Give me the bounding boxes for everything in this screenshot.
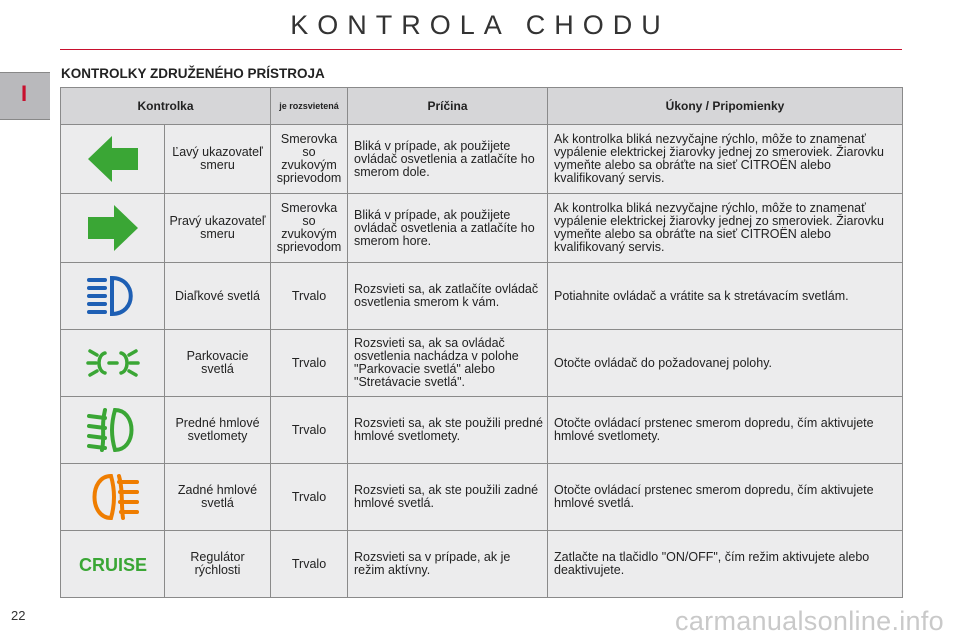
row-cause: Rozsvieti sa, ak ste použili predné hmlové svetlomety.	[348, 397, 548, 464]
chapter-tab-label: I	[20, 81, 28, 106]
table-row	[61, 194, 903, 263]
header-kontrolka: Kontrolka	[61, 88, 271, 125]
table-row	[61, 464, 903, 531]
row-state: Trvalo	[271, 330, 348, 397]
row-cause: Rozsvieti sa, ak ste použili zadné hmlové svetlá.	[348, 464, 548, 531]
row-state: Trvalo	[271, 397, 348, 464]
rear-fog-light-icon	[85, 472, 141, 522]
row-label: Pravý ukazovateľ smeru	[165, 194, 271, 263]
row-state: Trvalo	[271, 531, 348, 598]
table-row	[61, 531, 903, 598]
table-header-row	[61, 88, 903, 125]
parking-lights-icon	[85, 343, 141, 383]
high-beam-icon	[85, 274, 141, 318]
title-divider	[60, 49, 902, 50]
page-number: 22	[11, 608, 26, 623]
row-state: Smerovka so zvukovým sprievodom	[271, 125, 348, 194]
row-action: Potiahnite ovládač a vrátite sa k stretávacím svetlám.	[548, 263, 903, 330]
row-cause: Rozsvieti sa, ak zatlačíte ovládač osvetlenia smerom k vám.	[348, 263, 548, 330]
row-label: Predné hmlové svetlomety	[165, 397, 271, 464]
row-state: Trvalo	[271, 263, 348, 330]
row-state: Trvalo	[271, 464, 348, 531]
cruise-icon-text: CRUISE	[78, 555, 147, 575]
section-title: KONTROLKY ZDRUŽENÉHO PRÍSTROJA	[61, 66, 325, 81]
row-label: Diaľkové svetlá	[165, 263, 271, 330]
row-action: Ak kontrolka bliká nezvyčajne rýchlo, môže to znamenať vypálenie elektrickej žiarovky jednej zo smeroviek. Žiarovku vymeňte alebo sa obráťte na sieť CITROËN alebo kvalifikovaný servis.	[548, 125, 903, 194]
header-cause: Príčina	[348, 88, 548, 125]
chapter-tab	[0, 72, 50, 120]
row-cause: Rozsvieti sa, ak sa ovládač osvetlenia nachádza v polohe "Parkovacie svetlá" alebo "Stretávacie svetlá".	[348, 330, 548, 397]
row-action: Zatlačte na tlačidlo "ON/OFF", čím režim aktivujete alebo deaktivujete.	[548, 531, 903, 598]
page-title: KONTROLA CHODU	[290, 10, 670, 40]
row-action: Otočte ovládací prstenec smerom dopredu, čím aktivujete hmlové svetlomety.	[548, 397, 903, 464]
indicator-table	[60, 87, 903, 598]
table-row	[61, 397, 903, 464]
right-turn-arrow-icon	[86, 203, 140, 253]
row-cause: Bliká v prípade, ak použijete ovládač osvetlenia a zatlačíte ho smerom dole.	[348, 125, 548, 194]
header-state: je rozsvietená	[271, 88, 348, 125]
table-row	[61, 330, 903, 397]
header-action: Úkony / Pripomienky	[548, 88, 903, 125]
row-action: Otočte ovládač do požadovanej polohy.	[548, 330, 903, 397]
front-fog-light-icon	[85, 406, 141, 454]
row-state: Smerovka so zvukovým sprievodom	[271, 194, 348, 263]
row-label: Zadné hmlové svetlá	[165, 464, 271, 531]
row-action: Otočte ovládací prstenec smerom dopredu, čím aktivujete hmlové svetlá.	[548, 464, 903, 531]
left-turn-arrow-icon	[86, 134, 140, 184]
table-row	[61, 263, 903, 330]
table-row	[61, 125, 903, 194]
row-label: Ľavý ukazovateľ smeru	[165, 125, 271, 194]
cruise-icon	[78, 549, 147, 579]
row-action: Ak kontrolka bliká nezvyčajne rýchlo, môže to znamenať vypálenie elektrickej žiarovky jednej zo smeroviek. Žiarovku vymeňte alebo sa obráťte na sieť CITROËN alebo kvalifikovaný servis.	[548, 194, 903, 263]
watermark: carmanualsonline.info	[675, 606, 944, 636]
row-label: Parkovacie svetlá	[165, 330, 271, 397]
row-cause: Bliká v prípade, ak použijete ovládač osvetlenia a zatlačíte ho smerom hore.	[348, 194, 548, 263]
row-cause: Rozsvieti sa v prípade, ak je režim aktívny.	[348, 531, 548, 598]
row-label: Regulátor rýchlosti	[165, 531, 271, 598]
